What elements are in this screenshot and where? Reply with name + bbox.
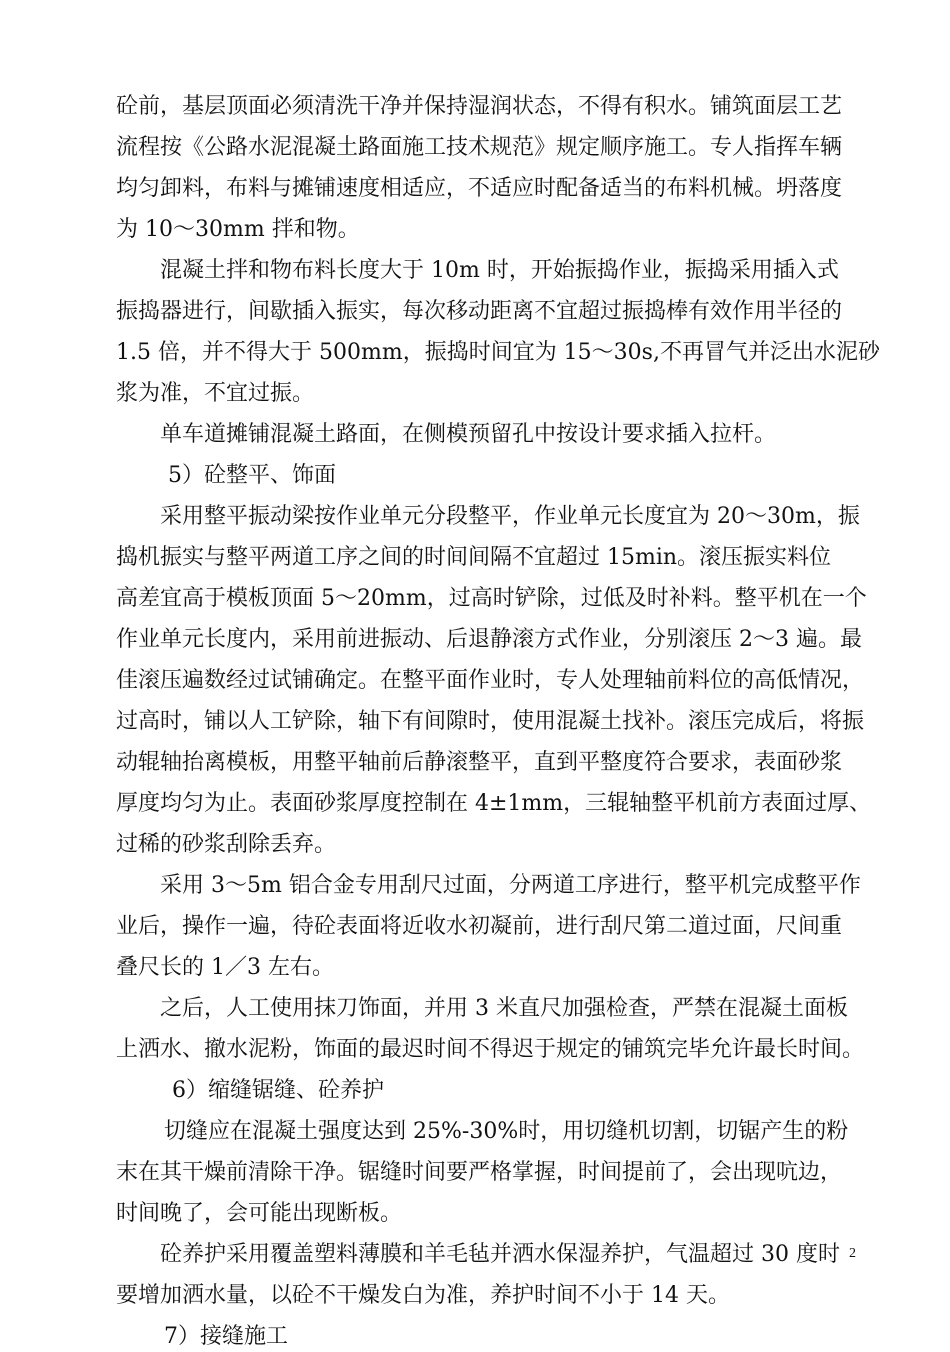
text-line: 混凝土拌和物布料长度大于 10m 时，开始振捣作业，振捣采用插入式 [160, 258, 839, 283]
text-line: 捣机振实与整平两道工序之间的时间间隔不宜超过 15min。滚压振实料位 [116, 545, 832, 570]
text-line: 采用 3～5m 铝合金专用刮尺过面，分两道工序进行，整平机完成整平作 [160, 873, 861, 898]
text-line: 切缝应在混凝土强度达到 25%-30%时，用切缝机切割，切锯产生的粉 [164, 1119, 849, 1144]
text-line: 振捣器进行，间歇插入振实，每次移动距离不宜超过振捣棒有效作用半径的 [116, 299, 843, 324]
text-line: 5）砼整平、饰面 [168, 463, 336, 488]
text-line: 浆为准，不宜过振。 [116, 381, 315, 406]
text-line: 过高时，铺以人工铲除，轴下有间隙时，使用混凝土找补。滚压完成后，将振 [116, 709, 865, 734]
text-line: 过稀的砂浆刮除丢弃。 [116, 832, 337, 857]
text-line: 采用整平振动梁按作业单元分段整平，作业单元长度宜为 20～30m，振 [160, 504, 860, 529]
text-line: 6）缩缝锯缝、砼养护 [172, 1078, 384, 1103]
text-line: 上洒水、撤水泥粉，饰面的最迟时间不得迟于规定的铺筑完毕允许最长时间。 [116, 1037, 865, 1062]
text-line: 佳滚压遍数经过试铺确定。在整平面作业时，专人处理轴前料位的高低情况， [116, 668, 865, 693]
page-number: 2 [849, 1246, 856, 1261]
text-line: 均匀卸料，布料与摊铺速度相适应，不适应时配备适当的布料机械。坍落度 [116, 176, 843, 201]
text-line: 高差宜高于模板顶面 5～20mm，过高时铲除，过低及时补料。整平机在一个 [116, 586, 867, 611]
text-line: 1.5 倍，并不得大于 500mm，振捣时间宜为 15～30s,不再冒气并泛出水泥砂 [116, 340, 880, 365]
text-line: 末在其干燥前清除干净。锯缝时间要严格掌握，时间提前了，会出现吭边， [116, 1160, 843, 1185]
text-line: 砼前，基层顶面必须清洗干净并保持湿润状态，不得有积水。铺筑面层工艺 [116, 94, 843, 119]
text-line: 为 10～30mm 拌和物。 [116, 217, 360, 242]
text-line: 7）接缝施工 [164, 1324, 288, 1349]
text-line: 作业单元长度内，采用前进振动、后退静滚方式作业，分别滚压 2～3 遍。最 [116, 627, 862, 652]
text-line: 砼养护采用覆盖塑料薄膜和羊毛毡并洒水保湿养护，气温超过 30 度时 [160, 1242, 840, 1267]
text-line: 叠尺长的 1／3 左右。 [116, 955, 334, 980]
text-line: 厚度均匀为止。表面砂浆厚度控制在 4±1mm，三辊轴整平机前方表面过厚、 [116, 791, 872, 816]
text-line: 业后，操作一遍，待砼表面将近收水初凝前，进行刮尺第二道过面，尺间重 [116, 914, 843, 939]
text-line: 之后，人工使用抹刀饰面，并用 3 米直尺加强检查，严禁在混凝土面板 [160, 996, 848, 1021]
text-line: 要增加洒水量，以砼不干燥发白为准，养护时间不小于 14 天。 [116, 1283, 730, 1308]
text-line: 动辊轴抬离模板，用整平轴前后静滚整平，直到平整度符合要求，表面砂浆 [116, 750, 843, 775]
text-line: 单车道摊铺混凝土路面，在侧模预留孔中按设计要求插入拉杆。 [160, 422, 777, 447]
text-line: 流程按《公路水泥混凝土路面施工技术规范》规定顺序施工。专人指挥车辆 [116, 135, 843, 160]
text-line: 时间晚了，会可能出现断板。 [116, 1201, 403, 1226]
